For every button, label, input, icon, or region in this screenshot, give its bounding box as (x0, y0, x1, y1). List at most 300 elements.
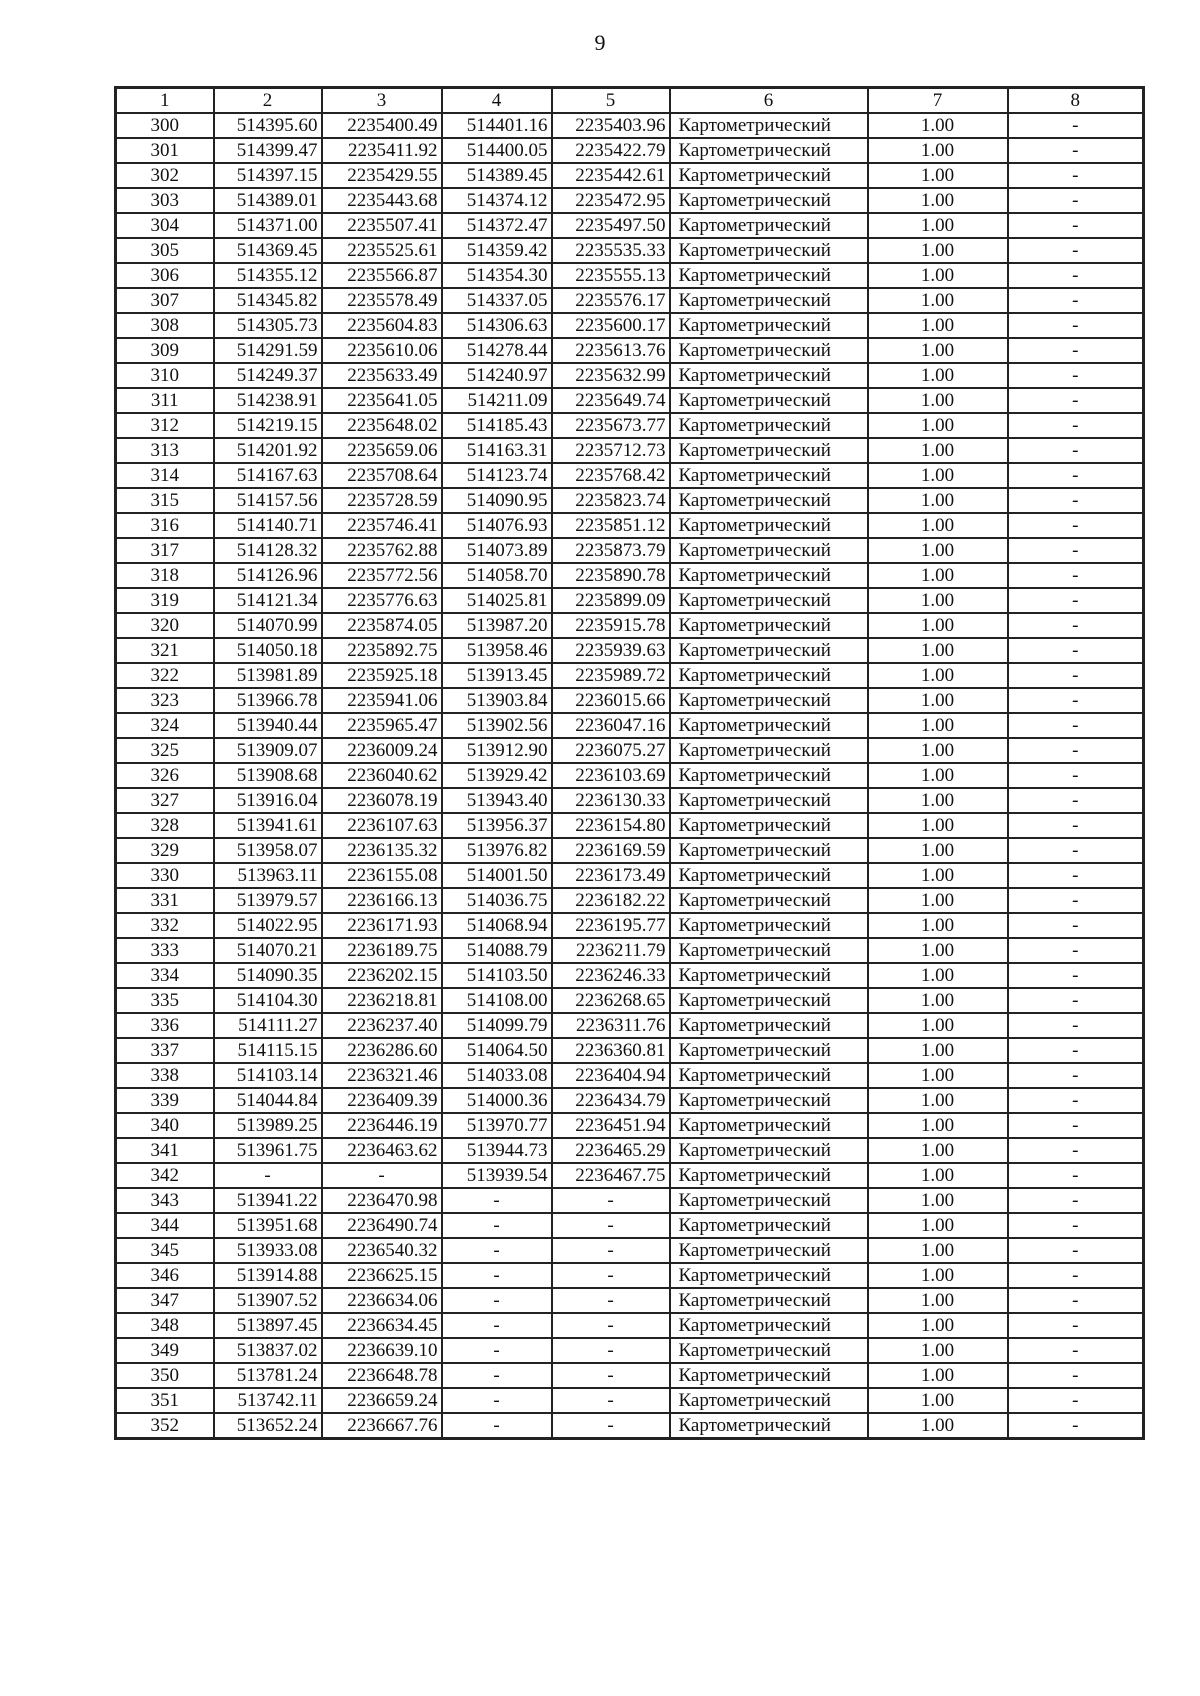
table-row (116, 938, 1144, 963)
note-cell: - (1008, 1363, 1144, 1388)
method-cell: Картометрический (670, 1263, 868, 1288)
x-coord-cell: 514140.71 (214, 513, 322, 538)
y-coord-cell: 2235400.49 (322, 113, 442, 138)
x-coord-cell: 514240.97 (442, 363, 552, 388)
y-coord-cell: 2235525.61 (322, 238, 442, 263)
method-cell: Картометрический (670, 1288, 868, 1313)
y-coord-cell: 2236446.19 (322, 1113, 442, 1138)
method-cell: Картометрический (670, 963, 868, 988)
table-row (116, 463, 1144, 488)
note-cell: - (1008, 838, 1144, 863)
column-header: 8 (1008, 88, 1144, 114)
accuracy-cell: 1.00 (868, 613, 1008, 638)
y-coord-cell: 2235728.59 (322, 488, 442, 513)
x-coord-cell: 514036.75 (442, 888, 552, 913)
x-coord-cell: 514369.45 (214, 238, 322, 263)
x-coord-cell: 514167.63 (214, 463, 322, 488)
x-coord-cell: 514000.36 (442, 1088, 552, 1113)
method-cell: Картометрический (670, 1013, 868, 1038)
table-row (116, 388, 1144, 413)
x-coord-cell: 513916.04 (214, 788, 322, 813)
y-coord-cell: 2235429.55 (322, 163, 442, 188)
table-row (116, 1063, 1144, 1088)
y-coord-cell: - (552, 1238, 670, 1263)
y-coord-cell: 2235535.33 (552, 238, 670, 263)
x-coord-cell: 514104.30 (214, 988, 322, 1013)
accuracy-cell: 1.00 (868, 363, 1008, 388)
y-coord-cell: - (552, 1313, 670, 1338)
note-cell: - (1008, 463, 1144, 488)
note-cell: - (1008, 763, 1144, 788)
accuracy-cell: 1.00 (868, 638, 1008, 663)
note-cell: - (1008, 1213, 1144, 1238)
point-number-cell: 312 (116, 413, 214, 438)
y-coord-cell: 2236321.46 (322, 1063, 442, 1088)
note-cell: - (1008, 313, 1144, 338)
x-coord-cell: 514278.44 (442, 338, 552, 363)
x-coord-cell: 514397.15 (214, 163, 322, 188)
y-coord-cell: 2236639.10 (322, 1338, 442, 1363)
y-coord-cell: 2235659.06 (322, 438, 442, 463)
y-coord-cell: 2236625.15 (322, 1263, 442, 1288)
y-coord-cell: - (552, 1388, 670, 1413)
note-cell: - (1008, 1413, 1144, 1439)
method-cell: Картометрический (670, 638, 868, 663)
y-coord-cell: 2236075.27 (552, 738, 670, 763)
point-number-cell: 313 (116, 438, 214, 463)
y-coord-cell: - (552, 1288, 670, 1313)
accuracy-cell: 1.00 (868, 163, 1008, 188)
y-coord-cell: 2235989.72 (552, 663, 670, 688)
y-coord-cell: - (552, 1213, 670, 1238)
y-coord-cell: - (552, 1188, 670, 1213)
x-coord-cell: 513907.52 (214, 1288, 322, 1313)
table-row (116, 963, 1144, 988)
method-cell: Картометрический (670, 688, 868, 713)
note-cell: - (1008, 1113, 1144, 1138)
method-cell: Картометрический (670, 313, 868, 338)
table-row (116, 538, 1144, 563)
x-coord-cell: 513912.90 (442, 738, 552, 763)
note-cell: - (1008, 563, 1144, 588)
table-row (116, 713, 1144, 738)
y-coord-cell: 2235566.87 (322, 263, 442, 288)
x-coord-cell: 514400.05 (442, 138, 552, 163)
point-number-cell: 346 (116, 1263, 214, 1288)
accuracy-cell: 1.00 (868, 463, 1008, 488)
table-row (116, 1163, 1144, 1188)
x-coord-cell: 514050.18 (214, 638, 322, 663)
x-coord-cell: 514157.56 (214, 488, 322, 513)
y-coord-cell: 2235411.92 (322, 138, 442, 163)
point-number-cell: 304 (116, 213, 214, 238)
x-coord-cell: 513981.89 (214, 663, 322, 688)
note-cell: - (1008, 338, 1144, 363)
y-coord-cell: 2236107.63 (322, 813, 442, 838)
method-cell: Картометрический (670, 513, 868, 538)
y-coord-cell: 2235762.88 (322, 538, 442, 563)
y-coord-cell: 2236166.13 (322, 888, 442, 913)
accuracy-cell: 1.00 (868, 838, 1008, 863)
note-cell: - (1008, 888, 1144, 913)
table-row (116, 213, 1144, 238)
y-coord-cell: 2236467.75 (552, 1163, 670, 1188)
x-coord-cell: 513939.54 (442, 1163, 552, 1188)
note-cell: - (1008, 1088, 1144, 1113)
y-coord-cell: 2235712.73 (552, 438, 670, 463)
y-coord-cell: 2235874.05 (322, 613, 442, 638)
point-number-cell: 350 (116, 1363, 214, 1388)
point-number-cell: 303 (116, 188, 214, 213)
x-coord-cell: 514359.42 (442, 238, 552, 263)
x-coord-cell: 514389.01 (214, 188, 322, 213)
point-number-cell: 340 (116, 1113, 214, 1138)
point-number-cell: 342 (116, 1163, 214, 1188)
accuracy-cell: 1.00 (868, 438, 1008, 463)
point-number-cell: 352 (116, 1413, 214, 1439)
note-cell: - (1008, 163, 1144, 188)
method-cell: Картометрический (670, 788, 868, 813)
x-coord-cell: 513941.22 (214, 1188, 322, 1213)
y-coord-cell: 2235507.41 (322, 213, 442, 238)
y-coord-cell: 2236470.98 (322, 1188, 442, 1213)
table-row (116, 163, 1144, 188)
x-coord-cell: 513966.78 (214, 688, 322, 713)
accuracy-cell: 1.00 (868, 263, 1008, 288)
y-coord-cell: 2235649.74 (552, 388, 670, 413)
y-coord-cell: 2235746.41 (322, 513, 442, 538)
y-coord-cell: 2235632.99 (552, 363, 670, 388)
point-number-cell: 305 (116, 238, 214, 263)
table-row (116, 288, 1144, 313)
table-row (116, 1263, 1144, 1288)
x-coord-cell: 513781.24 (214, 1363, 322, 1388)
accuracy-cell: 1.00 (868, 213, 1008, 238)
y-coord-cell: 2236135.32 (322, 838, 442, 863)
y-coord-cell: 2235939.63 (552, 638, 670, 663)
method-cell: Картометрический (670, 1213, 868, 1238)
method-cell: Картометрический (670, 213, 868, 238)
point-number-cell: 318 (116, 563, 214, 588)
x-coord-cell: 514033.08 (442, 1063, 552, 1088)
y-coord-cell: 2235576.17 (552, 288, 670, 313)
y-coord-cell: 2235899.09 (552, 588, 670, 613)
y-coord-cell: 2236434.79 (552, 1088, 670, 1113)
note-cell: - (1008, 688, 1144, 713)
method-cell: Картометрический (670, 588, 868, 613)
accuracy-cell: 1.00 (868, 663, 1008, 688)
point-number-cell: 335 (116, 988, 214, 1013)
accuracy-cell: 1.00 (868, 563, 1008, 588)
table-row (116, 788, 1144, 813)
x-coord-cell: 514345.82 (214, 288, 322, 313)
y-coord-cell: 2236648.78 (322, 1363, 442, 1388)
point-number-cell: 349 (116, 1338, 214, 1363)
x-coord-cell: 513951.68 (214, 1213, 322, 1238)
y-coord-cell: 2236218.81 (322, 988, 442, 1013)
point-number-cell: 345 (116, 1238, 214, 1263)
table-row (116, 738, 1144, 763)
x-coord-cell: 513902.56 (442, 713, 552, 738)
x-coord-cell: 513909.07 (214, 738, 322, 763)
accuracy-cell: 1.00 (868, 1138, 1008, 1163)
y-coord-cell: 2235641.05 (322, 388, 442, 413)
y-coord-cell: 2235890.78 (552, 563, 670, 588)
accuracy-cell: 1.00 (868, 888, 1008, 913)
table-row (116, 1413, 1144, 1439)
x-coord-cell: 514121.34 (214, 588, 322, 613)
accuracy-cell: 1.00 (868, 1263, 1008, 1288)
y-coord-cell: 2236540.32 (322, 1238, 442, 1263)
x-coord-cell: 513961.75 (214, 1138, 322, 1163)
accuracy-cell: 1.00 (868, 313, 1008, 338)
x-coord-cell: 513913.45 (442, 663, 552, 688)
y-coord-cell: 2235443.68 (322, 188, 442, 213)
y-coord-cell: 2236404.94 (552, 1063, 670, 1088)
y-coord-cell: 2235633.49 (322, 363, 442, 388)
point-number-cell: 343 (116, 1188, 214, 1213)
x-coord-cell: 513903.84 (442, 688, 552, 713)
x-coord-cell: 514354.30 (442, 263, 552, 288)
table-row (116, 1013, 1144, 1038)
y-coord-cell: 2236155.08 (322, 863, 442, 888)
y-coord-cell: 2236409.39 (322, 1088, 442, 1113)
y-coord-cell: 2235472.95 (552, 188, 670, 213)
y-coord-cell: 2235823.74 (552, 488, 670, 513)
x-coord-cell: 513897.45 (214, 1313, 322, 1338)
method-cell: Картометрический (670, 613, 868, 638)
method-cell: Картометрический (670, 263, 868, 288)
note-cell: - (1008, 1138, 1144, 1163)
x-coord-cell: 514201.92 (214, 438, 322, 463)
method-cell: Картометрический (670, 1038, 868, 1063)
accuracy-cell: 1.00 (868, 1338, 1008, 1363)
table-header-row (116, 88, 1144, 114)
point-number-cell: 331 (116, 888, 214, 913)
table-row (116, 413, 1144, 438)
note-cell: - (1008, 538, 1144, 563)
x-coord-cell: 514185.43 (442, 413, 552, 438)
note-cell: - (1008, 1013, 1144, 1038)
accuracy-cell: 1.00 (868, 1013, 1008, 1038)
method-cell: Картометрический (670, 1388, 868, 1413)
x-coord-cell: 513742.11 (214, 1388, 322, 1413)
note-cell: - (1008, 1288, 1144, 1313)
x-coord-cell: 514044.84 (214, 1088, 322, 1113)
y-coord-cell: 2236490.74 (322, 1213, 442, 1238)
y-coord-cell: 2236182.22 (552, 888, 670, 913)
method-cell: Картометрический (670, 288, 868, 313)
method-cell: Картометрический (670, 1413, 868, 1439)
x-coord-cell: 514115.15 (214, 1038, 322, 1063)
point-number-cell: 348 (116, 1313, 214, 1338)
point-number-cell: 302 (116, 163, 214, 188)
x-coord-cell: 514374.12 (442, 188, 552, 213)
y-coord-cell: 2235772.56 (322, 563, 442, 588)
table-row (116, 763, 1144, 788)
x-coord-cell: 514123.74 (442, 463, 552, 488)
x-coord-cell: - (214, 1163, 322, 1188)
y-coord-cell: 2235604.83 (322, 313, 442, 338)
note-cell: - (1008, 213, 1144, 238)
note-cell: - (1008, 1238, 1144, 1263)
x-coord-cell: 513940.44 (214, 713, 322, 738)
y-coord-cell: 2236286.60 (322, 1038, 442, 1063)
method-cell: Картометрический (670, 238, 868, 263)
point-number-cell: 332 (116, 913, 214, 938)
note-cell: - (1008, 363, 1144, 388)
x-coord-cell: 514088.79 (442, 938, 552, 963)
y-coord-cell: 2236195.77 (552, 913, 670, 938)
point-number-cell: 306 (116, 263, 214, 288)
x-coord-cell: - (442, 1188, 552, 1213)
accuracy-cell: 1.00 (868, 1188, 1008, 1213)
point-number-cell: 301 (116, 138, 214, 163)
x-coord-cell: 513979.57 (214, 888, 322, 913)
x-coord-cell: 514126.96 (214, 563, 322, 588)
note-cell: - (1008, 438, 1144, 463)
accuracy-cell: 1.00 (868, 1388, 1008, 1413)
x-coord-cell: 514372.47 (442, 213, 552, 238)
note-cell: - (1008, 613, 1144, 638)
x-coord-cell: 514070.99 (214, 613, 322, 638)
accuracy-cell: 1.00 (868, 813, 1008, 838)
table-row (116, 888, 1144, 913)
y-coord-cell: 2236360.81 (552, 1038, 670, 1063)
y-coord-cell: 2235497.50 (552, 213, 670, 238)
accuracy-cell: 1.00 (868, 338, 1008, 363)
method-cell: Картометрический (670, 463, 868, 488)
y-coord-cell: 2236246.33 (552, 963, 670, 988)
y-coord-cell: 2236009.24 (322, 738, 442, 763)
method-cell: Картометрический (670, 188, 868, 213)
note-cell: - (1008, 238, 1144, 263)
point-number-cell: 334 (116, 963, 214, 988)
point-number-cell: 323 (116, 688, 214, 713)
x-coord-cell: 514076.93 (442, 513, 552, 538)
accuracy-cell: 1.00 (868, 138, 1008, 163)
table-row (116, 1088, 1144, 1113)
table-row (116, 138, 1144, 163)
accuracy-cell: 1.00 (868, 963, 1008, 988)
method-cell: Картометрический (670, 1088, 868, 1113)
y-coord-cell: - (552, 1413, 670, 1439)
x-coord-cell: 514401.16 (442, 113, 552, 138)
point-number-cell: 338 (116, 1063, 214, 1088)
y-coord-cell: 2236130.33 (552, 788, 670, 813)
table-row (116, 1188, 1144, 1213)
table-row (116, 1313, 1144, 1338)
method-cell: Картометрический (670, 1363, 868, 1388)
x-coord-cell: 514090.35 (214, 963, 322, 988)
x-coord-cell: - (442, 1363, 552, 1388)
accuracy-cell: 1.00 (868, 188, 1008, 213)
y-coord-cell: 2235648.02 (322, 413, 442, 438)
x-coord-cell: 513956.37 (442, 813, 552, 838)
table-row (116, 813, 1144, 838)
method-cell: Картометрический (670, 1188, 868, 1213)
coordinates-table (114, 86, 1145, 1440)
method-cell: Картометрический (670, 1163, 868, 1188)
x-coord-cell: 514305.73 (214, 313, 322, 338)
note-cell: - (1008, 388, 1144, 413)
note-cell: - (1008, 488, 1144, 513)
y-coord-cell: 2236667.76 (322, 1413, 442, 1439)
x-coord-cell: 513987.20 (442, 613, 552, 638)
x-coord-cell: 514022.95 (214, 913, 322, 938)
y-coord-cell: 2235422.79 (552, 138, 670, 163)
table-row (116, 863, 1144, 888)
x-coord-cell: 513943.40 (442, 788, 552, 813)
x-coord-cell: 514238.91 (214, 388, 322, 413)
y-coord-cell: 2235708.64 (322, 463, 442, 488)
table-row (116, 1138, 1144, 1163)
note-cell: - (1008, 663, 1144, 688)
x-coord-cell: 514090.95 (442, 488, 552, 513)
note-cell: - (1008, 813, 1144, 838)
note-cell: - (1008, 263, 1144, 288)
point-number-cell: 300 (116, 113, 214, 138)
x-coord-cell: 514111.27 (214, 1013, 322, 1038)
y-coord-cell: 2236047.16 (552, 713, 670, 738)
note-cell: - (1008, 713, 1144, 738)
table-row (116, 113, 1144, 138)
point-number-cell: 341 (116, 1138, 214, 1163)
y-coord-cell: 2236154.80 (552, 813, 670, 838)
method-cell: Картометрический (670, 1238, 868, 1263)
point-number-cell: 326 (116, 763, 214, 788)
y-coord-cell: 2235555.13 (552, 263, 670, 288)
accuracy-cell: 1.00 (868, 288, 1008, 313)
point-number-cell: 317 (116, 538, 214, 563)
y-coord-cell: 2236103.69 (552, 763, 670, 788)
table-row (116, 838, 1144, 863)
y-coord-cell: 2236311.76 (552, 1013, 670, 1038)
point-number-cell: 337 (116, 1038, 214, 1063)
note-cell: - (1008, 1313, 1144, 1338)
x-coord-cell: 514389.45 (442, 163, 552, 188)
point-number-cell: 344 (116, 1213, 214, 1238)
accuracy-cell: 1.00 (868, 1038, 1008, 1063)
note-cell: - (1008, 138, 1144, 163)
table-row (116, 638, 1144, 663)
note-cell: - (1008, 1163, 1144, 1188)
table-row (116, 363, 1144, 388)
method-cell: Картометрический (670, 763, 868, 788)
table-row (116, 1338, 1144, 1363)
x-coord-cell: 514211.09 (442, 388, 552, 413)
table-row (116, 1113, 1144, 1138)
method-cell: Картометрический (670, 713, 868, 738)
x-coord-cell: - (442, 1263, 552, 1288)
accuracy-cell: 1.00 (868, 763, 1008, 788)
x-coord-cell: - (442, 1413, 552, 1439)
method-cell: Картометрический (670, 138, 868, 163)
y-coord-cell: 2236465.29 (552, 1138, 670, 1163)
accuracy-cell: 1.00 (868, 1063, 1008, 1088)
table-row (116, 1038, 1144, 1063)
page-number: 9 (594, 30, 606, 55)
x-coord-cell: 513958.46 (442, 638, 552, 663)
y-coord-cell: 2236634.06 (322, 1288, 442, 1313)
table-row (116, 688, 1144, 713)
x-coord-cell: 514001.50 (442, 863, 552, 888)
y-coord-cell: 2235610.06 (322, 338, 442, 363)
point-number-cell: 309 (116, 338, 214, 363)
column-header: 2 (214, 88, 322, 114)
accuracy-cell: 1.00 (868, 1113, 1008, 1138)
method-cell: Картометрический (670, 1338, 868, 1363)
